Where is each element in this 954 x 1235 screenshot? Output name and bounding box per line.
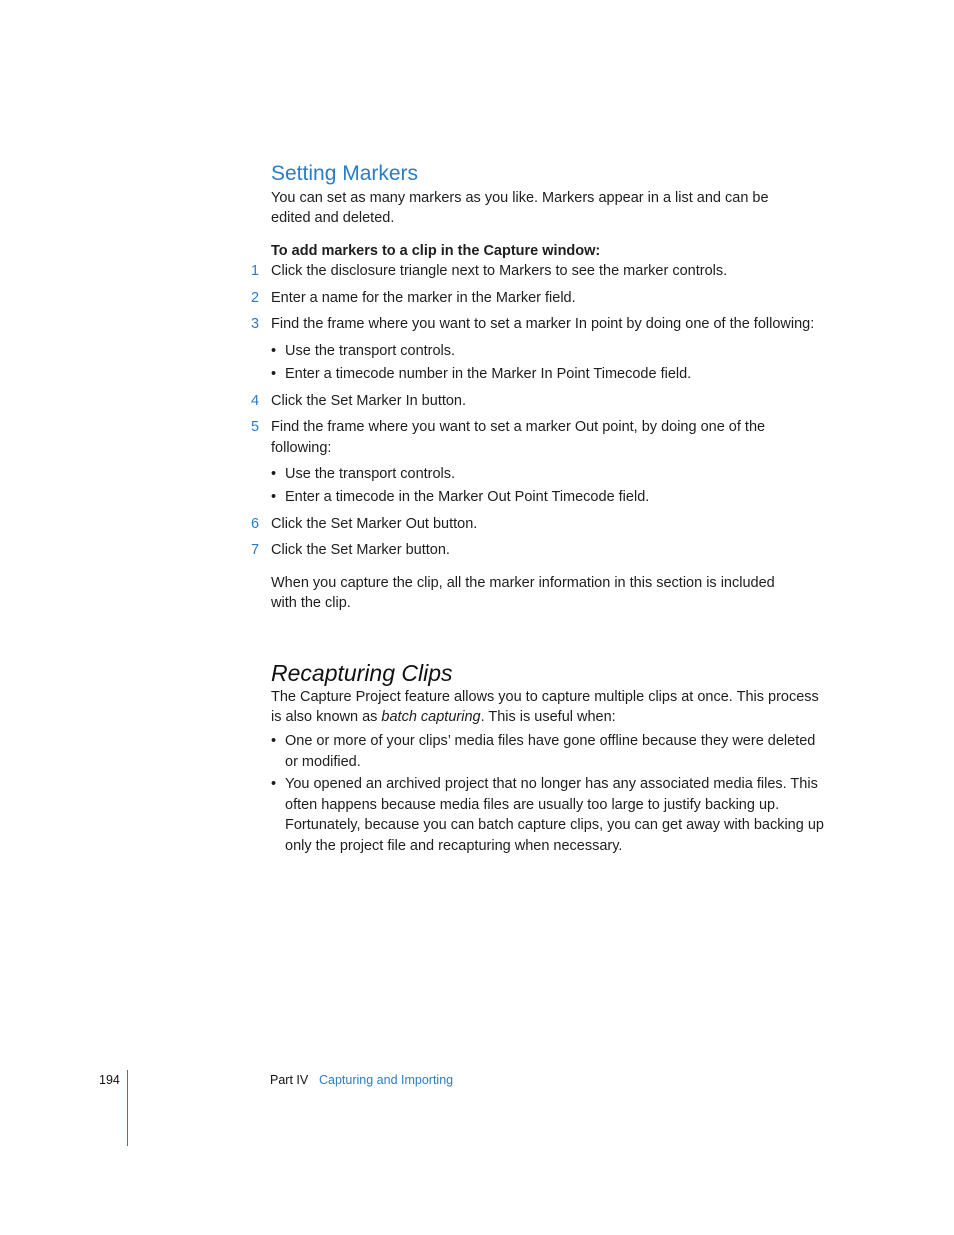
intro-emphasis: batch capturing — [381, 709, 481, 725]
step-text: Find the frame where you want to set a marker Out point, by doing one of the following: — [271, 419, 766, 456]
bullet-item: You opened an archived project that no longer has any associated media files. This often happens because media files are usually too large to justify backing up. Fortunately, because you can batch capture clips, you can get away with backing up only the project file and recapturing when necessary. — [285, 776, 824, 854]
step-text: Click the Set Marker button. — [271, 542, 450, 558]
step-number: 6 — [251, 516, 260, 532]
step-text: Click the disclosure triangle next to Markers to see the marker controls. — [271, 263, 728, 279]
page-number: 194 — [99, 1073, 120, 1087]
step-number: 3 — [251, 316, 260, 332]
step-number: 7 — [251, 542, 260, 558]
intro-text: The Capture Project feature allows you to capture multiple clips at once. This process is also known as — [271, 689, 819, 725]
step-number: 5 — [251, 419, 260, 435]
section-heading-setting-markers: Setting Markers — [271, 162, 419, 185]
footer-part-label: Part IV — [270, 1073, 309, 1087]
step-text: Enter a name for the marker in the Marker field. — [271, 290, 576, 306]
procedure-title: To add markers to a clip in the Capture window: — [271, 243, 601, 259]
bullet-mark: • — [271, 489, 277, 505]
footer-rule — [127, 1070, 128, 1146]
step-text: Click the Set Marker In button. — [271, 393, 467, 409]
footer-part-title: Capturing and Importing — [319, 1073, 454, 1087]
closing-paragraph: When you capture the clip, all the marker information in this section is included with the clip. — [271, 575, 775, 611]
bullet-mark: • — [271, 366, 277, 382]
step-number: 4 — [251, 393, 260, 409]
step-text: Find the frame where you want to set a marker In point by doing one of the following: — [271, 316, 815, 332]
bullet-item: Enter a timecode number in the Marker In Point Timecode field. — [285, 366, 692, 382]
bullet-item: Enter a timecode in the Marker Out Point Timecode field. — [285, 489, 650, 505]
section-intro: You can set as many markers as you like. Markers appear in a list and can be edited and deleted. — [271, 190, 769, 226]
bullet-item: Use the transport controls. — [285, 343, 456, 359]
bullet-item: Use the transport controls. — [285, 466, 456, 482]
bullet-mark: • — [271, 733, 277, 749]
bullet-mark: • — [271, 343, 277, 359]
section-heading-recapturing-clips: Recapturing Clips — [271, 660, 453, 686]
bullet-item: One or more of your clips’ media files have gone offline because they were deleted or modified. — [285, 733, 816, 770]
bullet-mark: • — [271, 466, 277, 482]
intro-text-end: . This is useful when: — [480, 709, 616, 725]
step-text: Click the Set Marker Out button. — [271, 516, 478, 532]
bullet-mark: • — [271, 776, 277, 792]
step-number: 1 — [251, 263, 260, 279]
step-number: 2 — [251, 290, 260, 306]
section-intro — [271, 687, 827, 727]
